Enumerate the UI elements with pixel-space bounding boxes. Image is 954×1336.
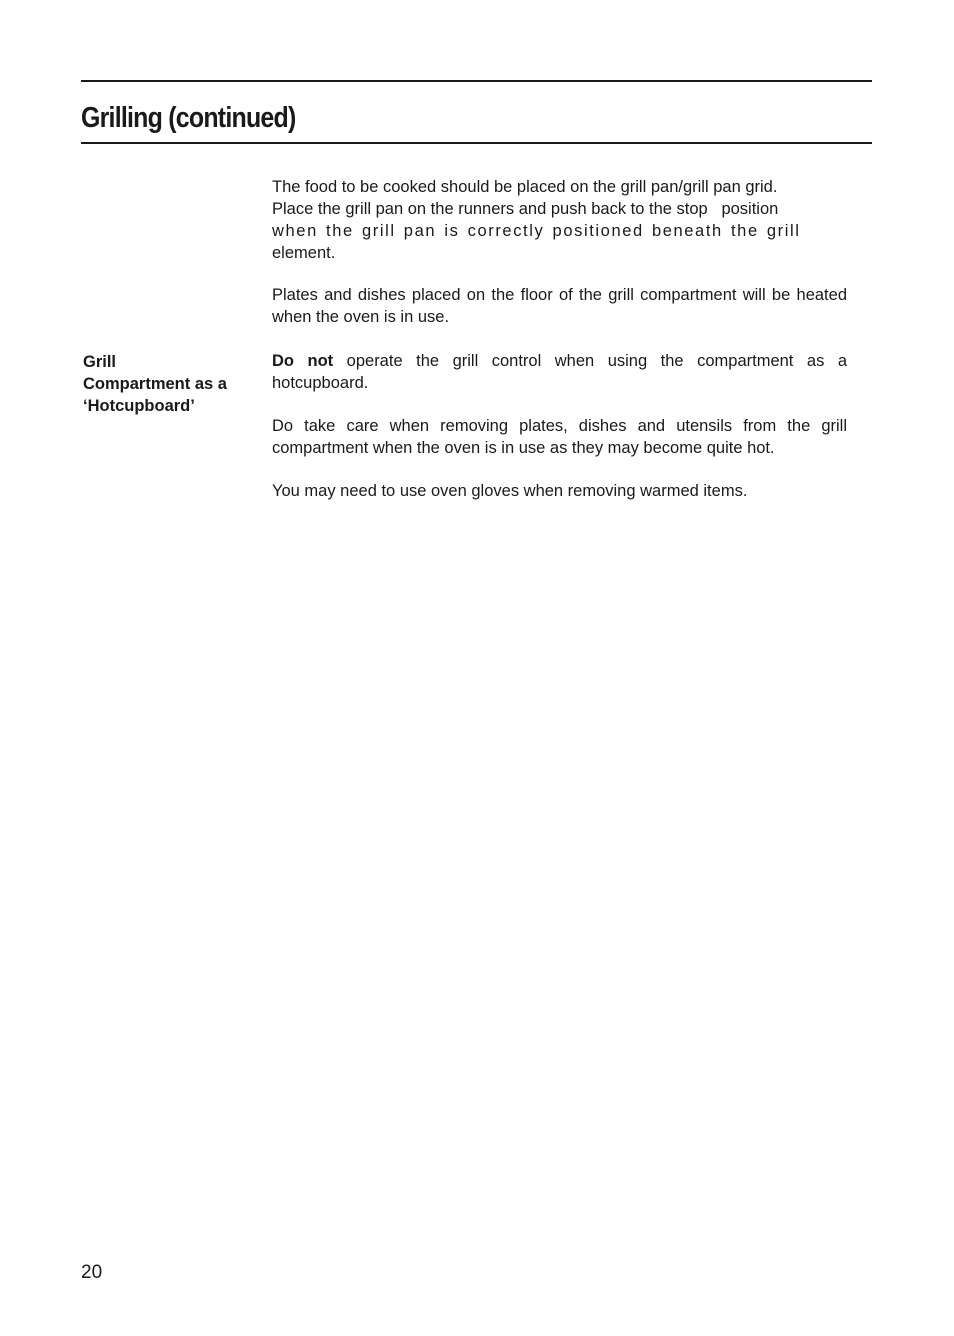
emphasis-do-not: Do not (272, 352, 334, 370)
paragraph-line: Place the grill pan on the runners and push back to the stop position (272, 200, 779, 218)
section-heading-line: ‘Hotcupboard’ (83, 397, 195, 415)
paragraph-line: when the grill pan is correctly positioned beneath the grill (272, 222, 801, 240)
paragraph-oven-gloves: You may need to use oven gloves when removing warmed items. (272, 482, 748, 500)
section-heading-hotcupboard (83, 351, 263, 417)
paragraph-grill-pan-placement (272, 176, 847, 264)
section-heading-line: Grill (83, 353, 117, 371)
paragraph-text: operate the grill control when using the compartment as a hotcupboard. (272, 352, 847, 392)
paragraph-line: The food to be cooked should be placed on the grill pan/grill pan grid. (272, 178, 778, 196)
paragraph-take-care: Do take care when removing plates, dishes and utensils from the grill compartment when the oven is in use as they may become quite hot. (272, 417, 847, 457)
page-number: 20 (81, 1262, 103, 1283)
paragraph-line: element. (272, 244, 336, 262)
page-title: Grilling (continued) (81, 102, 296, 134)
title-underline (81, 142, 872, 144)
paragraph-plates-heated: Plates and dishes placed on the floor of the grill compartment will be heated when the oven is in use. (272, 286, 847, 326)
paragraph-do-not-operate (272, 350, 847, 394)
top-rule (81, 80, 872, 82)
section-heading-line: Compartment as a (83, 375, 227, 393)
